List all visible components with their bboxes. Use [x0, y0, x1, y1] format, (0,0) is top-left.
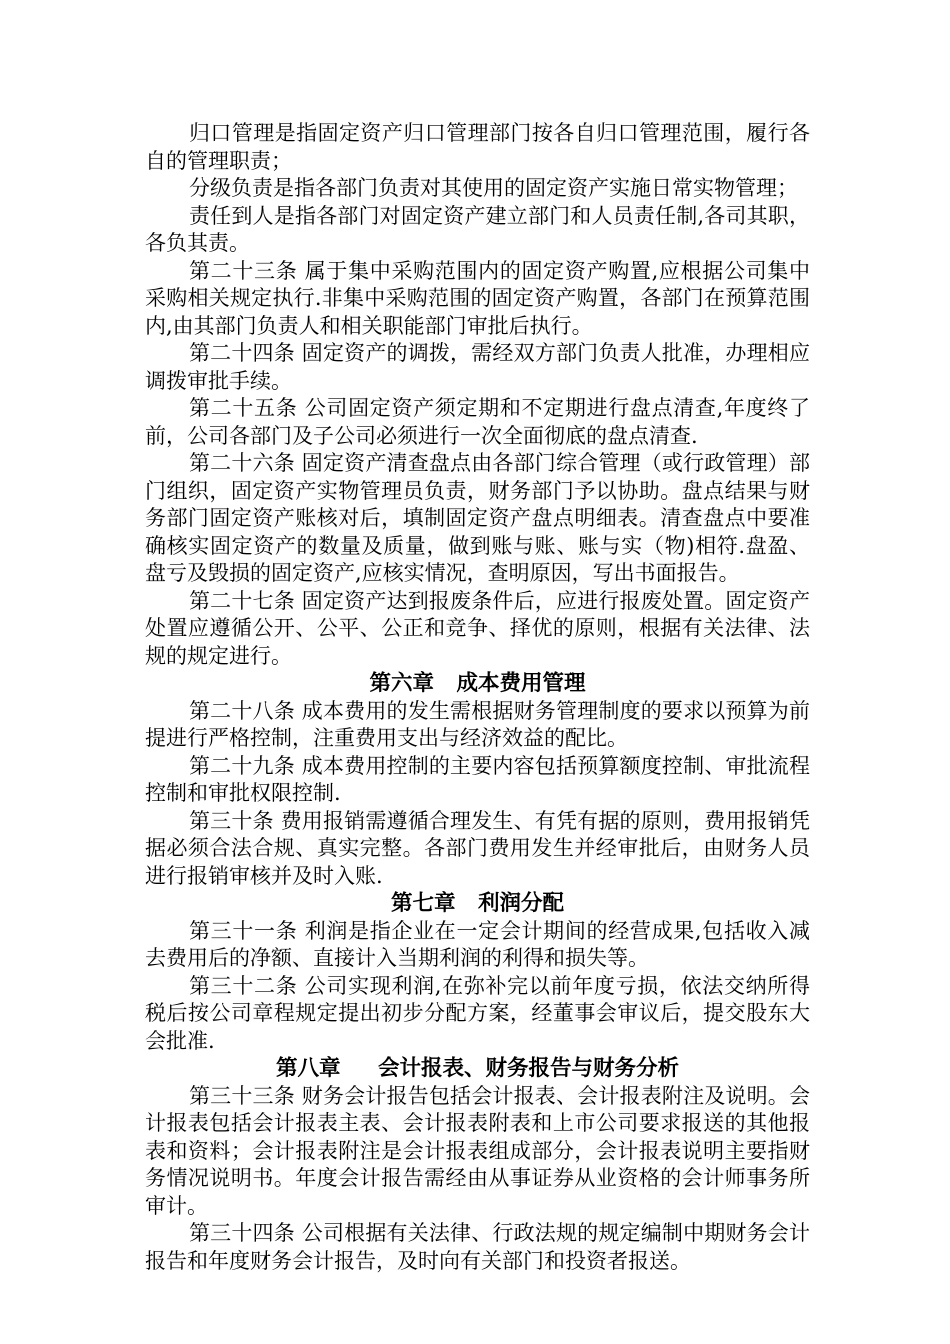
paragraph-centralized-management: 归口管理是指固定资产归口管理部门按各自归口管理范围，履行各自的管理职责；	[145, 121, 810, 173]
article-32: 第三十二条 公司实现利润,在弥补完以前年度亏损，依法交纳所得税后按公司章程规定提出初步分配方案，经董事会审议后，提交股东大会批准.	[145, 973, 810, 1053]
article-33: 第三十三条 财务会计报告包括会计报表、会计报表附注及说明。会计报表包括会计报表主表、会计报表附表和上市公司要求报送的其他报表和资料；会计报表附注是会计报表组成部分，会计报表说明主要指财务情况说明书。年度会计报告需经由从事证券从业资格的会计师事务所审计。	[145, 1083, 810, 1218]
article-30: 第三十条 费用报销需遵循合理发生、有凭有据的原则，费用报销凭据必须合法合规、真实完整。各部门费用发生并经审批后，由财务人员进行报销审核并及时入账.	[145, 808, 810, 888]
article-27: 第二十七条 固定资产达到报废条件后，应进行报废处置。固定资产处置应遵循公开、公平、公正和竞争、择优的原则，根据有关法律、法规的规定进行。	[145, 588, 810, 668]
chapter-7-title: 第七章 利润分配	[391, 891, 564, 916]
article-28: 第二十八条 成本费用的发生需根据财务管理制度的要求以预算为前提进行严格控制，注重费用支出与经济效益的配比。	[145, 698, 810, 750]
article-29: 第二十九条 成本费用控制的主要内容包括预算额度控制、审批流程控制和审批权限控制.	[145, 753, 810, 805]
paragraph-personal-responsibility: 责任到人是指各部门对固定资产建立部门和人员责任制,各司其职，各负其责。	[145, 203, 810, 255]
article-26: 第二十六条 固定资产清查盘点由各部门综合管理（或行政管理）部门组织，固定资产实物管理员负责，财务部门予以协助。盘点结果与财务部门固定资产账核对后，填制固定资产盘点明细表。清查盘点中要准确核实固定资产的数量及质量，做到账与账、账与实（物)相符.盘盈、盘亏及毁损的固定资产,应核实情况，查明原因，写出书面报告。	[145, 451, 810, 585]
article-25: 第二十五条 公司固定资产须定期和不定期进行盘点清查,年度终了前，公司各部门及子公司必须进行一次全面彻底的盘点清查.	[145, 396, 810, 448]
document-page	[145, 120, 810, 1275]
article-31: 第三十一条 利润是指企业在一定会计期间的经营成果,包括收入减去费用后的净额、直接计入当期利润的利得和损失等。	[145, 918, 810, 970]
article-24: 第二十四条 固定资产的调拨，需经双方部门负责人批准，办理相应调拨审批手续。	[145, 341, 810, 393]
article-34: 第三十四条 公司根据有关法律、行政法规的规定编制中期财务会计报告和年度财务会计报告，及时向有关部门和投资者报送。	[145, 1221, 810, 1273]
chapter-6-title: 第六章 成本费用管理	[369, 671, 586, 696]
chapter-8-title: 第八章 会计报表、财务报告与财务分析	[276, 1056, 679, 1081]
article-23: 第二十三条 属于集中采购范围内的固定资产购置,应根据公司集中采购相关规定执行.非集中采购范围的固定资产购置，各部门在预算范围内,由其部门负责人和相关职能部门审批后执行。	[145, 258, 810, 338]
paragraph-graded-responsibility: 分级负责是指各部门负责对其使用的固定资产实施日常实物管理；	[189, 176, 798, 200]
